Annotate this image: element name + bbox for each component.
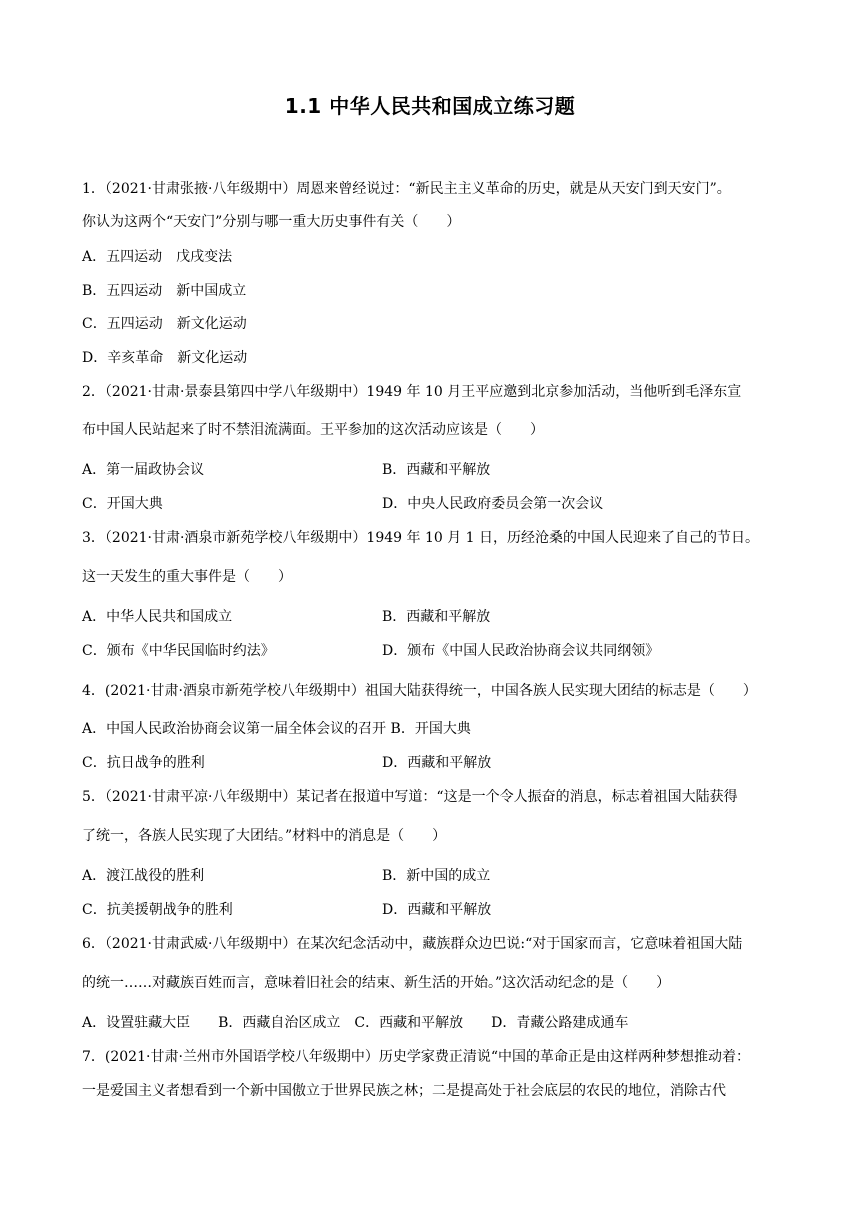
q3-stem-line2: 这一天发生的重大事件是（ ）: [82, 569, 292, 585]
q3-option-d: D．颁布《中国人民政治协商会议共同纲领》: [382, 643, 660, 659]
q2-stem-line1: 2．（2021·甘肃·景泰县第四中学八年级期中）1949 年 10 月王平应邀到北京参加活动，当他听到毛泽东宣: [82, 384, 742, 400]
q7-stem-line2: 一是爱国主义者想看到一个新中国傲立于世界民族之林；二是提高处于社会底层的农民的地位，消除古代: [82, 1083, 726, 1099]
q1-option-c: C．五四运动 新文化运动: [82, 316, 247, 332]
q4-option-a-b: A．中国人民政治协商会议第一届全体会议的召开 B．开国大典: [82, 721, 471, 737]
q1-option-a: A．五四运动 戊戌变法: [82, 249, 233, 265]
q5-option-d: D．西藏和平解放: [382, 902, 492, 918]
page-title: 1.1 中华人民共和国成立练习题: [284, 94, 576, 118]
q4-option-d: D．西藏和平解放: [382, 755, 492, 771]
q1-stem-line2: 你认为这两个“天安门”分别与哪一重大历史事件有关（ ）: [82, 214, 461, 230]
q5-option-c: C．抗美援朝战争的胜利: [82, 902, 233, 918]
q2-option-a: A．第一届政协会议: [82, 462, 205, 478]
q3-option-a: A．中华人民共和国成立: [82, 609, 233, 625]
q3-option-c: C．颁布《中华民国临时约法》: [82, 643, 275, 659]
q6-stem-line2: 的统一……对藏族百姓而言，意味着旧社会的结束、新生活的开始。”这次活动纪念的是（ ）: [82, 975, 671, 991]
q1-option-b: B．五四运动 新中国成立: [82, 283, 247, 299]
q6-stem-line1: 6．（2021·甘肃武威·八年级期中）在某次纪念活动中，藏族群众边巴说:“对于国家而言，它意味着祖国大陆: [82, 936, 743, 952]
q2-option-c: C．开国大典: [82, 496, 163, 512]
q5-stem-line1: 5．（2021·甘肃平凉·八年级期中）某记者在报道中写道：“这是一个令人振奋的消息，标志着祖国大陆获得: [82, 789, 738, 805]
q3-option-b: B．西藏和平解放: [382, 609, 491, 625]
q2-option-d: D．中央人民政府委员会第一次会议: [382, 496, 604, 512]
q3-stem-line1: 3．（2021·甘肃·酒泉市新苑学校八年级期中）1949 年 10 月 1 日，历经沧桑的中国人民迎来了自己的节日。: [82, 530, 760, 546]
q5-option-a: A．渡江战役的胜利: [82, 868, 205, 884]
q1-option-d: D．辛亥革命 新文化运动: [82, 350, 248, 366]
q1-stem-line1: 1．（2021·甘肃张掖·八年级期中）周恩来曾经说过：“新民主主义革命的历史，就是从天安门到天安门”。: [82, 181, 731, 197]
q2-option-b: B．西藏和平解放: [382, 462, 491, 478]
q5-option-b: B．新中国的成立: [382, 868, 491, 884]
q7-stem-line1: 7．(2021·甘肃·兰州市外国语学校八年级期中）历史学家费正清说“中国的革命正是由这样两种梦想推动着：: [82, 1049, 751, 1065]
q4-option-c: C．抗日战争的胜利: [82, 755, 205, 771]
q2-stem-line2: 布中国人民站起来了时不禁泪流满面。王平参加的这次活动应该是（ ）: [82, 422, 544, 438]
q6-options: A．设置驻藏大臣 B．西藏自治区成立 C．西藏和平解放 D．青藏公路建成通车: [82, 1015, 629, 1031]
q4-stem-line1: 4．(2021·甘肃·酒泉市新苑学校八年级期中）祖国大陆获得统一，中国各族人民实现大团结的标志是（ ）: [82, 683, 757, 699]
q5-stem-line2: 了统一，各族人民实现了大团结。”材料中的消息是（ ）: [82, 828, 447, 844]
